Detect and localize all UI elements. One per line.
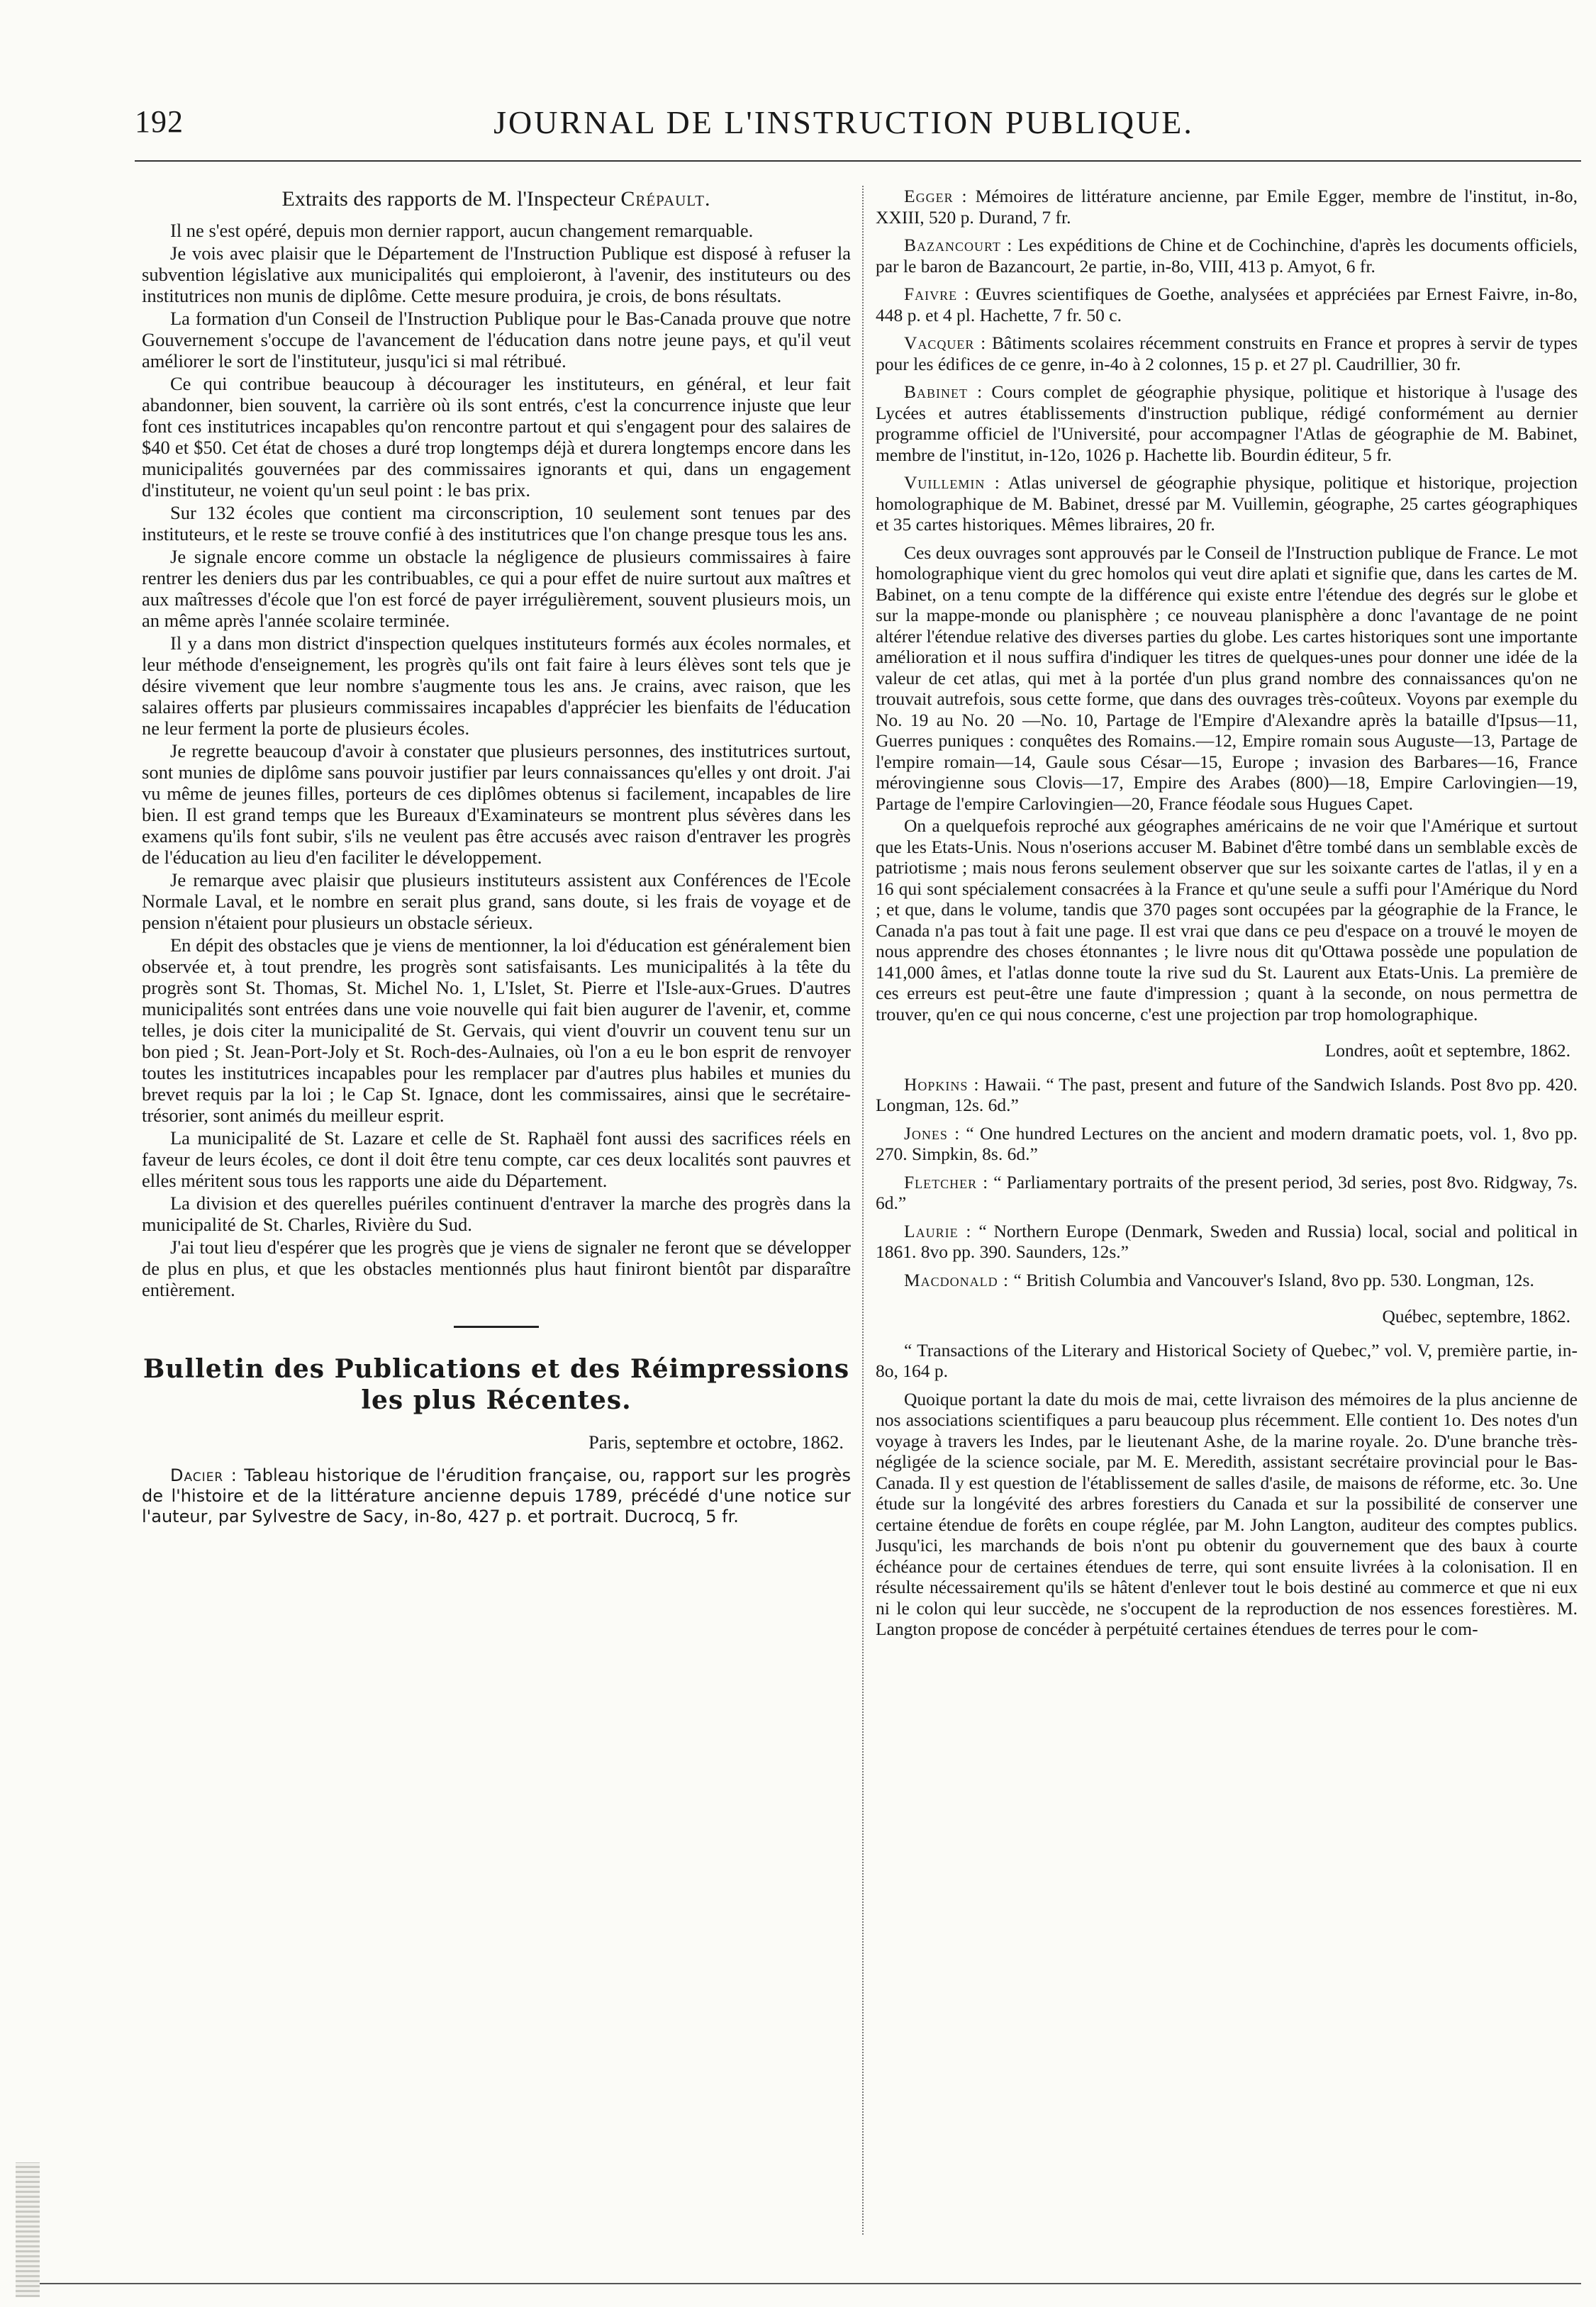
running-title: JOURNAL DE L'INSTRUCTION PUBLIQUE. [493,104,1194,140]
quebec-commentary: Quoique portant la date du mois de mai, cette livraison des mémoires de la plus ancienne de nos associations scientifiques a paru beaucoup plus récemment. Elle contient 1o. Des notes d'un voyage à travers les Indes, par le lieutenant Ashe, de la marine royale. 2o. D'une branche très-négligée de la science sociale, par M. E. Meredith, assistant secrétaire provincial pour le Bas-Canada. Il y est question de l'établissement de salles d'asile, de maisons de réforme, etc. 3o. Une étude sur la longévité des arbres forestiers du Canada et sur la possibilité de conserver une certaine étendue de forêts en coupe réglée, par M. John Langton, auditeur des comptes publics. Jusqu'ici, les marchands de bois n'ont pu obtenir du gouvernement que des baux à courte échéance pour de certaines étendues de terre, qui sont ensuite livrées à la colonisation. Il en résulte nécessairement qu'ils se hâtent d'enlever tout le bois destiné au commerce et que ni eux ni le colon qui leur succède, ne s'occupent de la reproduction de nos essences forestières. M. Langton propose de concéder à perpétuité certaines étendues de terres pour le com- [876,1388,1578,1639]
entry-author: Fletcher : [904,1171,989,1192]
bulletin-entry [876,333,1578,374]
left-column [142,186,851,2242]
bulletin-entry [876,235,1578,276]
quebec-entry-title: “ Transactions of the Literary and Historical Society of Quebec,” vol. V, première partie, in-8o, 164 p. [876,1339,1578,1381]
section-heading [142,189,851,210]
entry-text: Tableau historique de l'érudition française, ou, rapport sur les progrès de l'histoire et de la littérature ancienne depuis 1789, précédé d'une notice sur l'auteur, par Sylvestre de Sacy, in-8o, 427 p. et portrait. Ducrocq, 5 fr. [142,1465,851,1526]
entry-author: Bazancourt : [904,235,1013,255]
bulletin-entry [876,1123,1578,1165]
entry-author: Jones : [904,1122,961,1144]
bulletin-entry [876,284,1578,325]
bulletin-entry [876,186,1578,228]
entry-text: Œuvres scientifiques de Goethe, analysées et appréciées par Ernest Faivre, in-8o, 448 p. et 4 pl. Hachette, 7 fr. 50 c. [876,284,1578,325]
report-paragraph: Je regrette beaucoup d'avoir à constater que plusieurs personnes, des institutrices surtout, sont munies de diplôme sans pouvoir justifier par leurs connaissances qu'elles y ont droit. J'ai vu même de jeunes filles, porteurs de ces diplômes obtenus si facilement, incapables de lire bien. Il est grand temps que les Bureaux d'Examinateurs se montrent plus sévères dans les examens qu'ils font subir, s'ils ne veulent pas être accusés avec raison d'entraver les progrès de l'éducation au lieu d'en faciliter le développement. [142,740,851,868]
entry-text: “ British Columbia and Vancouver's Island, 8vo pp. 530. Longman, 12s. [1013,1269,1534,1290]
bulletin-entry [876,1172,1578,1214]
column-divider [862,186,864,2235]
report-paragraph: Ce qui contribue beaucoup à décourager les instituteurs, en général, et leur fait abandonner, bien souvent, la carrière où ils sont entrés, c'est la concurrence injuste que leur font ces institutrices incapables qu'on rencontre partout et qui s'engagent pour des salaires de $40 et $50. Cet état de choses a duré trop longtemps déjà et durera longtemps encore dans les municipalités gouvernées par des commissaires ignorants et qui, dans un engagement d'instituteur, ne voient qu'un seul point : le bas prix. [142,373,851,501]
dateline-quebec: Québec, septembre, 1862. [1382,1306,1570,1326]
header-rule [135,160,1581,162]
bulletin-entry [876,1221,1578,1263]
entry-text: Cours complet de géographie physique, politique et historique à l'usage des Lycées et autres établissements d'instruction publique, rédigé conformément au dernier programme officiel de l'Université, pour accompagner l'Atlas de géographie de M. Babinet, membre de l'institut, in-12o, 1026 p. Hachette lib. Bourdin éditeur, 5 fr. [876,381,1578,465]
bulletin-entry [876,381,1578,465]
dateline-london: Londres, août et septembre, 1862. [1324,1040,1570,1061]
section-heading-prefix: Extraits des rapports de M. l'Inspecteur [281,187,615,211]
bulletin-title-line: Bulletin des Publications et des Réimpressions [143,1354,850,1384]
entry-text: Atlas universel de géographie physique, politique et historique, projection homolographique de M. Babinet, dressé par M. Vuillemin, géographe, 25 cartes géographiques et 35 cartes historiques. Mêmes libraires, 20 fr. [876,472,1578,535]
report-paragraph: Il y a dans mon district d'inspection quelques instituteurs formés aux écoles normales, et leur méthode d'enseignement, les progrès qu'ils ont fait faire à leurs élèves sont tels que je désire vivement que leur nombre s'augmente tous les ans. Je crains, avec raison, que les salaires offerts par plusieurs commissaires incapables d'apprécier les bienfaits de l'éducation ne leur ferment la porte de plusieurs écoles. [142,632,851,739]
entry-author: Faivre : [904,284,970,304]
report-paragraph: Je signale encore comme un obstacle la négligence de plusieurs commissaires à faire rentrer les deniers dus par les contribuables, ce qui a pour effet de nuire surtout aux maîtres et aux maîtresses d'école que l'on est forcé de payer irrégulièrement, souvent plusieurs mois, un an même après l'année scolaire terminée. [142,546,851,631]
entry-text: Mémoires de littérature ancienne, par Emile Egger, membre de l'institut, in-8o, XXIII, 520 p. Durand, 7 fr. [876,186,1578,228]
bulletin-entry [142,1465,851,1527]
entry-text: “ Northern Europe (Denmark, Sweden and Russia) local, social and political in 1861. 8vo pp. 390. Saunders, 12s.” [876,1220,1578,1262]
report-paragraph: J'ai tout lieu d'espérer que les progrès que je viens de signaler ne feront que se développer de plus en plus, et que les obstacles mentionnés plus haut finiront bientôt par disparaître entièrement. [142,1236,851,1300]
report-paragraph: En dépit des obstacles que je viens de mentionner, la loi d'éducation est généralement bien observée et, à tout prendre, les progrès sont satisfaisants. Les municipalités à la tête du progrès sont St. Thomas, St. Michel No. 1, L'Islet, St. Pierre et l'Isle-aux-Grues. D'autres municipalités sont entrées dans une voie nouvelle qui fait bien augurer de l'avenir, et, comme telles, je dois citer la municipalité de St. Gervais, qui vient d'ouvrir un couvent tenu sur un bon pied ; St. Jean-Port-Joly et St. Roch-des-Aulnaies, où l'on a eu le bon esprit de renvoyer toutes les institutrices incapables pour les remplacer par d'autres plus habiles et munies du brevet requis par la loi ; le Cap St. Ignace, dont les commissaires, ainsi que le secrétaire-trésorier, sont animés du meilleur esprit. [142,934,851,1126]
entry-author: Laurie : [904,1220,972,1241]
report-paragraph: Je remarque avec plaisir que plusieurs instituteurs assistent aux Conférences de l'Ecole Normale Laval, et le nombre en serait plus grand, sans doute, si les frais de voyage et de pension n'étaient pour plusieurs un obstacle sérieux. [142,869,851,933]
bulletin-entry [876,472,1578,535]
entry-author: Macdonald : [904,1269,1010,1290]
entry-author: Vacquer : [904,333,987,353]
bulletin-title-line: les plus Récentes. [361,1385,632,1415]
inspector-name: Crépault. [620,187,711,211]
entry-text: Les expéditions de Chine et de Cochinchine, d'après les documents officiels, par le baron de Bazancourt, 2e partie, in-8o, VIII, 413 p. Amyot, 6 fr. [876,235,1578,276]
report-paragraph: Je vois avec plaisir que le Département de l'Instruction Publique est disposé à refuser la subvention législative aux municipalités qui emploieront, à l'avenir, des instituteurs ou des institutrices non munis de diplôme. Cette mesure produira, je crois, de bons résultats. [142,242,851,306]
binding-edge [16,2162,40,2297]
commentary-paragraph: Ces deux ouvrages sont approuvés par le Conseil de l'Instruction publique de France. Le mot homolographique vient du grec homolos qui veut dire aplati et signifie que, dans les cartes de M. Babinet, on a tenu compte de la différence qui existe entre l'étendue des degrés sur le globe et sur la mappe-monde ou planisphère ; ce nouveau planisphère a donc l'avantage de ne point altérer l'étendue relative des diverses parties du globe. Les cartes historiques sont une importante amélioration et il nous suffira d'indiquer les titres de quelques-unes pour donner une idée de la valeur de cet atlas, qui met à la portée d'un plus grand nombre des connaissances qu'on ne trouvait autrefois, sous cette forme, que dans des ouvrages très-coûteux. Voyons par exemple du No. 19 au No. 20 —No. 10, Partage de l'Empire d'Alexandre après la bataille d'Ipsus—11, Guerres puniques : conquêtes des Romains.—12, Empire romain sous Auguste—13, Partage de l'empire romain—14, Gaule sous César—15, Europe ; invasion des Barbares—16, France mérovingienne sous Clovis—17, Empire des Arabes (800)—18, Empire Carlovingien—19, Partage de l'empire Carlovingien—20, France féodale sous Hugues Capet. [876,542,1578,814]
entry-author: Babinet : [904,381,983,402]
entry-text: “ One hundred Lectures on the ancient and modern dramatic poets, vol. 1, 8vo pp. 270. Simpkin, 8s. 6d.” [876,1122,1578,1164]
entry-author: Egger : [904,186,968,206]
report-paragraph: La formation d'un Conseil de l'Instruction Publique pour le Bas-Canada prouve que notre Gouvernement s'occupe de l'avancement de l'éducation dans notre jeune pays, et qu'il veut améliorer le sort de l'instituteur, jusqu'ici si mal rétribué. [142,308,851,372]
entry-text: Bâtiments scolaires récemment construits en France et propres à servir de types pour les édifices de ce genre, in-4o à 2 colonnes, 15 p. et 27 pl. Caudrillier, 30 fr. [876,333,1578,374]
section-separator [454,1326,539,1328]
bulletin-entry [876,1270,1578,1291]
report-paragraph: Sur 132 écoles que contient ma circonscription, 10 seulement sont tenues par des instituteurs, et le reste se trouve confié à des institutrices que l'on change presque tous les ans. [142,502,851,544]
bottom-rule [28,2283,1581,2284]
dateline-paris: Paris, septembre et octobre, 1862. [588,1431,844,1453]
report-paragraph: Il ne s'est opéré, depuis mon dernier rapport, aucun changement remarquable. [170,220,754,241]
entry-text: Hawaii. “ The past, present and future of the Sandwich Islands. Post 8vo pp. 420. Longman, 12s. 6d.” [876,1073,1578,1115]
entry-author: Dacier : [170,1465,238,1485]
bulletin-entry [876,1074,1578,1116]
page-number: 192 [135,104,184,139]
report-paragraph: La municipalité de St. Lazare et celle de St. Raphaël font aussi des sacrifices réels en faveur de leurs écoles, ce dont il doit être tenu compte, car ces deux localités sont pauvres et elles méritent sous tous les rapports une aide du Département. [142,1127,851,1191]
report-paragraph: La division et des querelles puériles continuent d'entraver la marche des progrès dans la municipalité de St. Charles, Rivière du Sud. [142,1192,851,1235]
page-header [135,99,1553,149]
entry-text: “ Parliamentary portraits of the present period, 3d series, post 8vo. Ridgway, 7s. 6d.” [876,1171,1578,1213]
right-column [876,186,1578,2242]
bulletin-title [142,1353,851,1416]
entry-author: Vuillemin : [904,472,1000,493]
entry-author: Hopkins : [904,1073,980,1095]
commentary-paragraph: On a quelquefois reproché aux géographes américains de ne voir que l'Amérique et surtout que les Etats-Unis. Nous n'oserions accuser M. Babinet d'être tombé dans un semblable excès de patriotisme ; mais nous ferons seulement observer que sur les soixante cartes de l'atlas, il y en a 16 qui sont spécialement consacrées à la France et qu'une seule a suffi pour l'Amérique du Nord ; et que, dans le volume, tandis que 370 pages sont occupées par la géographie de la France, le Canada n'a pas tout à fait une page. Il est vrai que dans ce peu d'espace on a trouvé le moyen de nous apprendre des choses étonnantes ; le livre nous dit qu'Ottawa possède une population de 141,000 âmes, et l'atlas donne toute la rive sud du St. Laurent aux Etats-Unis. La première de ces erreurs est peut-être une faute d'impression ; quant à la seconde, on nous permettra de trouver, qu'en ce qui nous concerne, c'est une projection par trop homolographique. [876,815,1578,1024]
